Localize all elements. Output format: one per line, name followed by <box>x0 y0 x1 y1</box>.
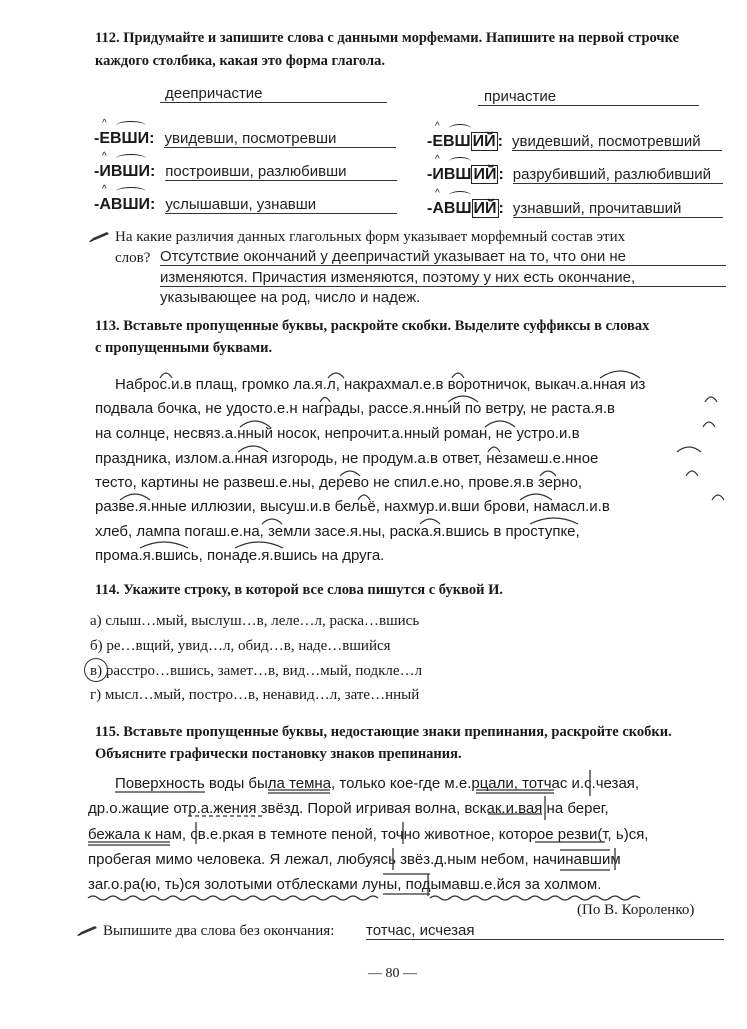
ex112-answer-line1: Отсутствие окончаний у деепричастий указывает на то, что они не <box>160 248 726 266</box>
left-row-1 <box>94 118 396 148</box>
ex115-line: Поверхность воды была темна, только кое-где м.е.рцали, тотчас и.с.чезая, <box>115 775 640 792</box>
ex112-answer-line2: изменяются. Причастия изменяются, поэтому у них есть окончание, <box>160 269 726 287</box>
ex113-title-line2: с пропущенными буквами. <box>95 340 273 356</box>
right-row-3-words: узнавший, прочитавший <box>513 200 723 218</box>
ex114-title: 114. Укажите строку, в которой все слова пишутся с буквой И. <box>95 582 503 598</box>
ex114-option-a: а) слыш…мый, выслуш…в, леле…л, раска…вшись <box>90 613 420 629</box>
page-number: — 80 — <box>368 966 417 981</box>
ex113-line: на солнце, несвяз.а.нный носок, непрочит.а.нный роман, не устро.и.в <box>95 425 580 442</box>
right-row-3 <box>427 188 723 218</box>
ex115-line: заг.о.ра(ю, ть)ся золотыми отблесками луны, подымавш.е.йся за холмом. <box>88 876 602 893</box>
right-row-1-words: увидевший, посмотревший <box>512 133 722 151</box>
left-row-3 <box>94 184 397 214</box>
morpheme-prefix: -ИВШ <box>427 166 472 183</box>
ex113-line: хлеб, лампа погаш.е.на, земли засе.я.ны, раска.я.вшись в проступке, <box>95 523 580 540</box>
ex115-author: (По В. Короленко) <box>577 902 695 918</box>
morpheme-prefix: -ЕВШ <box>427 133 471 150</box>
right-row-1 <box>427 121 722 151</box>
column-header-left <box>160 85 387 103</box>
ex115-line: бежала к нам, св.е.ркая в темноте пеной, точно животное, которое резви(т, ь)ся, <box>88 826 649 843</box>
ex114-option-g: г) мысл…мый, постро…в, ненавид…л, зате…нный <box>90 687 420 703</box>
left-row-2 <box>94 151 397 181</box>
left-row-3-words: услышавши, узнавши <box>165 196 397 214</box>
column-header-left-label: деепричастие <box>165 85 263 102</box>
left-row-2-words: построивши, разлюбивши <box>165 163 397 181</box>
morpheme-colon: : <box>497 133 503 150</box>
column-header-right <box>478 88 699 106</box>
ex114-option-b: б) ре…вщий, увид…л, обид…в, наде…вшийся <box>90 638 391 654</box>
ex115-task: Выпишите два слова без окончания: <box>103 923 335 939</box>
ex115-title-line1: 115. Вставьте пропущенные буквы, недостающие знаки препинания, раскройте скобки. <box>95 724 672 740</box>
morpheme-evshiy: ^ -ЕВШ ИЙ : <box>427 121 503 150</box>
ending-box: ИЙ <box>473 200 497 217</box>
ending-box: ИЙ <box>472 133 496 150</box>
ex113-line: Наброс.и.в плащ, громко ла.я.л, накрахмал.е.в воротничок, выкач.а.нная из <box>115 376 646 393</box>
morpheme-colon: : <box>498 200 504 217</box>
suffix-marks <box>0 360 747 560</box>
ex112-answer-line3: указывающее на род, число и надеж. <box>160 289 421 306</box>
morpheme-label: -АВШИ: <box>94 196 156 213</box>
ex113-line: тесто, картины не развеш.е.ны, дерево не спил.е.но, прове.я.в зерно, <box>95 474 583 491</box>
morpheme-ivshiy: ^ -ИВШ ИЙ : <box>427 154 504 183</box>
pencil-icon <box>88 231 110 243</box>
syntax-marks <box>0 770 747 910</box>
ex113-line: прома.я.вшись, понаде.я.вшись на друга. <box>95 547 385 564</box>
ex115-line: др.о.жащие отр.а.жения звёзд. Порой игривая волна, вскак.и.вая на берег, <box>88 800 609 817</box>
ex113-line: праздника, излом.а.нная изгородь, не продум.а.в ответ, незамеш.е.нное <box>95 450 599 467</box>
ex113-line: разве.я.нные иллюзии, высуш.и.в бельё, нахмур.и.вши брови, намасл.и.в <box>95 498 610 515</box>
morpheme-prefix: -АВШ <box>427 200 472 217</box>
morpheme-ivshi: ^ -ИВШИ: <box>94 151 156 180</box>
morpheme-colon: : <box>498 166 504 183</box>
right-row-2 <box>427 154 723 184</box>
ex115-line: пробегая мимо человека. Я лежал, любуясь звёз.д.ным небом, начинавшим <box>88 851 621 868</box>
pencil-icon <box>76 925 98 937</box>
column-header-right-label: причастие <box>484 88 557 105</box>
ex113-line: подвала бочка, не удосто.е.н награды, рассе.я.нный по ветру, не раста.я.в <box>95 400 615 417</box>
left-row-1-words: увидевши, посмотревши <box>164 130 396 148</box>
morpheme-label: -ИВШИ: <box>94 163 156 180</box>
right-row-2-words: разрубивший, разлюбивший <box>513 166 723 184</box>
ex112-question-line1: На какие различия данных глагольных форм указывает морфемный состав этих <box>115 229 626 245</box>
ex112-title-line1: 112. Придумайте и запишите слова с данными морфемами. Напишите на первой строчке <box>95 30 680 46</box>
morpheme-avshiy: ^ -АВШ ИЙ : <box>427 188 504 217</box>
selected-answer-circle <box>84 658 108 682</box>
ex114-option-v: в) расстро…вшись, замет…в, вид…мый, подкле…л <box>90 663 423 679</box>
morpheme-avshi: ^ -АВШИ: <box>94 184 156 213</box>
ex113-title-line1: 113. Вставьте пропущенные буквы, раскройте скобки. Выделите суффиксы в словах <box>95 318 650 334</box>
ending-box: ИЙ <box>473 166 497 183</box>
ex112-question-line2-start: слов? <box>115 250 151 266</box>
ex115-answer: тотчас, исчезая <box>366 922 724 940</box>
ex115-title-line2: Объясните графически постановку знаков препинания. <box>95 746 462 762</box>
morpheme-label: -ЕВШИ: <box>94 130 155 147</box>
ex112-title-line2: каждого столбика, какая это форма глагола. <box>95 53 385 69</box>
morpheme-evshi: ^ -ЕВШИ: <box>94 118 155 147</box>
